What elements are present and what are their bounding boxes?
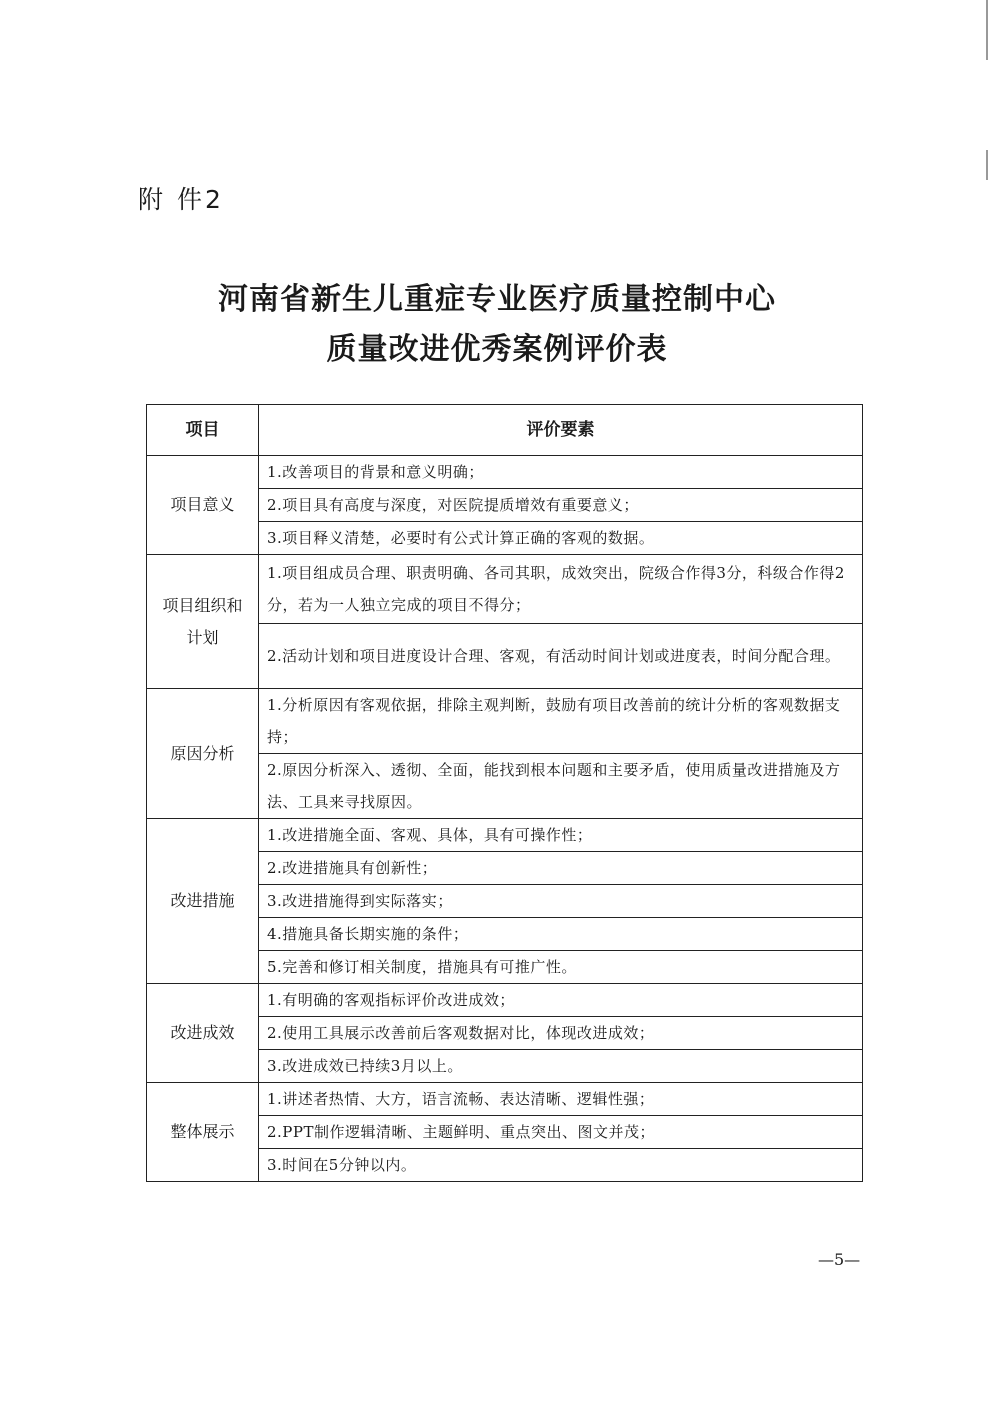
table-row [147, 819, 863, 852]
element-cell: 5.完善和修订相关制度，措施具有可推广性。 [259, 951, 863, 984]
evaluation-table [146, 404, 863, 1182]
element-cell: 3.时间在5分钟以内。 [259, 1149, 863, 1182]
attachment-label: 附 件2 [138, 185, 224, 214]
page-number: —5— [818, 1250, 861, 1269]
category-cell: 改进成效 [147, 984, 259, 1083]
category-cell: 改进措施 [147, 819, 259, 984]
element-cell: 1.改进措施全面、客观、具体，具有可操作性； [259, 819, 863, 852]
document-title-line1: 河南省新生儿重症专业医疗质量控制中心 [218, 282, 776, 317]
table-row [147, 555, 863, 624]
scan-edge-mark [986, 0, 988, 60]
element-cell: 1.分析原因有客观依据，排除主观判断，鼓励有项目改善前的统计分析的客观数据支持； [259, 689, 863, 754]
element-cell: 4.措施具备长期实施的条件； [259, 918, 863, 951]
element-cell: 1.改善项目的背景和意义明确； [259, 456, 863, 489]
element-cell: 2.活动计划和项目进度设计合理、客观，有活动时间计划或进度表，时间分配合理。 [259, 624, 863, 689]
element-cell: 2.PPT制作逻辑清晰、主题鲜明、重点突出、图文并茂； [259, 1116, 863, 1149]
element-cell: 3.项目释义清楚，必要时有公式计算正确的客观的数据。 [259, 522, 863, 555]
category-cell: 项目意义 [147, 456, 259, 555]
table-header-row [147, 405, 863, 456]
table-row [147, 456, 863, 489]
element-cell: 1.有明确的客观指标评价改进成效； [259, 984, 863, 1017]
element-cell: 3.改进成效已持续3月以上。 [259, 1050, 863, 1083]
table-row [147, 1083, 863, 1116]
column-header-elements: 评价要素 [259, 405, 863, 456]
table-row [147, 689, 863, 754]
table-row [147, 984, 863, 1017]
element-cell: 3.改进措施得到实际落实； [259, 885, 863, 918]
category-cell: 原因分析 [147, 689, 259, 819]
element-cell: 2.项目具有高度与深度，对医院提质增效有重要意义； [259, 489, 863, 522]
column-header-category: 项目 [147, 405, 259, 456]
element-cell: 2.使用工具展示改善前后客观数据对比，体现改进成效； [259, 1017, 863, 1050]
element-cell: 2.原因分析深入、透彻、全面，能找到根本问题和主要矛盾，使用质量改进措施及方法、工具来寻找原因。 [259, 754, 863, 819]
element-cell: 2.改进措施具有创新性； [259, 852, 863, 885]
category-cell: 项目组织和计划 [147, 555, 259, 689]
document-title-line2: 质量改进优秀案例评价表 [326, 332, 668, 367]
scan-edge-mark [986, 150, 988, 180]
category-cell: 整体展示 [147, 1083, 259, 1182]
element-cell: 1.讲述者热情、大方，语言流畅、表达清晰、逻辑性强； [259, 1083, 863, 1116]
element-cell: 1.项目组成员合理、职责明确、各司其职，成效突出，院级合作得3分，科级合作得2分，若为一人独立完成的项目不得分； [259, 555, 863, 624]
